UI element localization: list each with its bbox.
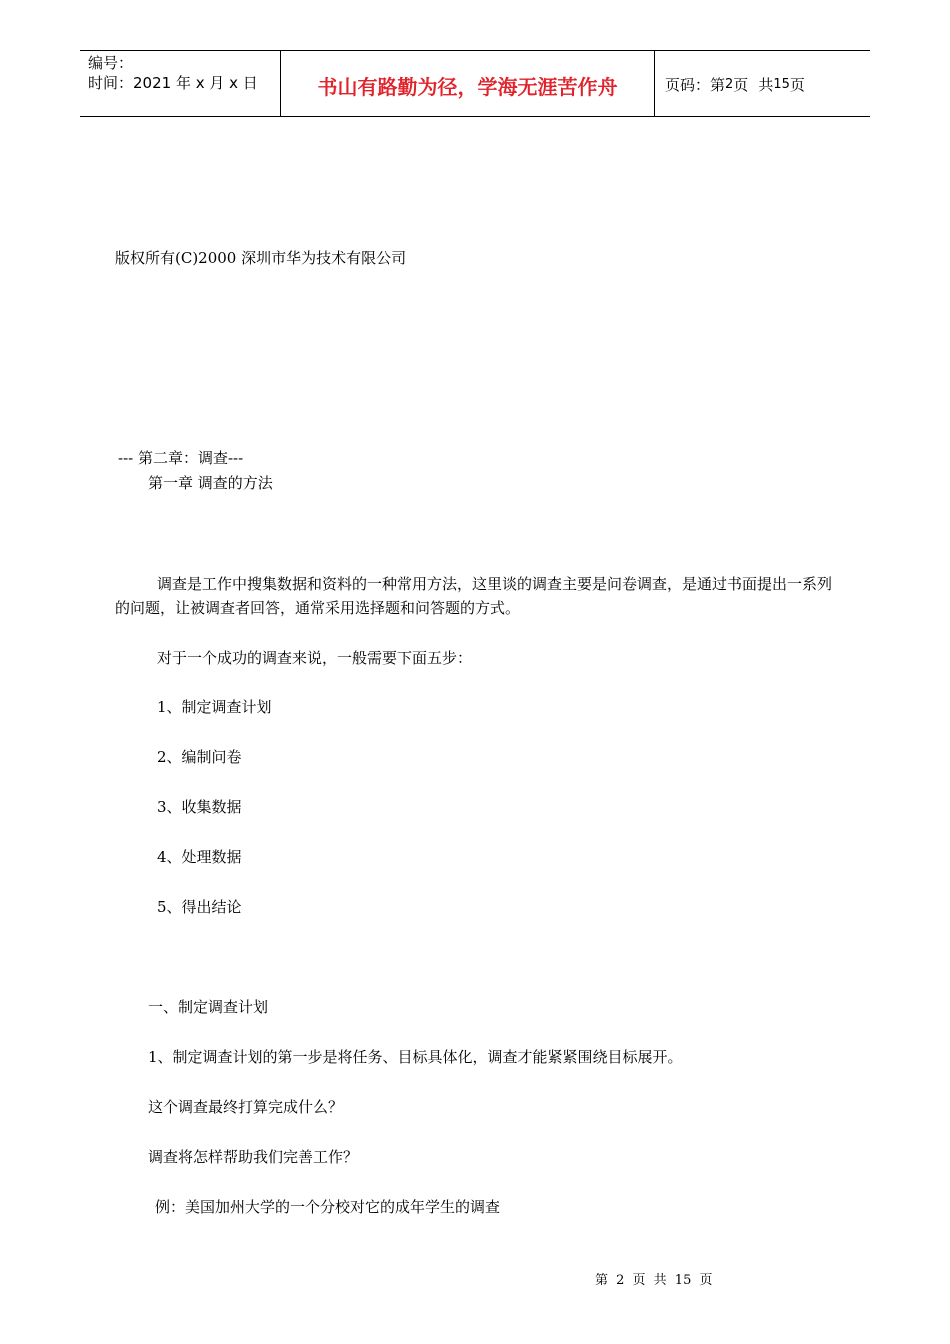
header-page-prefix: 页码：第 [665, 76, 726, 94]
header-page-num: 2 [725, 77, 734, 92]
header-motto: 书山有路勤为径，学海无涯苦作舟 [281, 51, 655, 116]
question-line: 这个调查最终打算完成什么？ [148, 1098, 344, 1116]
step-item: 2、编制问卷 [157, 748, 242, 766]
header-page-total-prefix: 共 [758, 76, 774, 94]
step-item: 4、处理数据 [157, 848, 242, 866]
section1-title: 一、制定调查计划 [148, 998, 269, 1016]
step-item: 5、得出结论 [157, 898, 242, 916]
chapter-marker: --- 第二章：调查--- [118, 449, 244, 467]
copyright-line: 版权所有(C)2000 深圳市华为技术有限公司 [115, 249, 407, 267]
header-time-label: 时间：2021 年 x 月 x 日 [88, 74, 258, 92]
header-page-total: 15 [773, 77, 790, 92]
intro-paragraph: 调查是工作中搜集数据和资料的一种常用方法，这里谈的调查主要是问卷调查，是通过书面提出一系列的问题，让被调查者回答，通常采用选择题和问答题的方式。 [115, 575, 833, 617]
page-header [80, 50, 870, 117]
header-page-suffix: 页 [789, 76, 805, 94]
header-meta-cell [80, 51, 281, 116]
chapter-title: 第一章 调查的方法 [148, 474, 273, 492]
header-page-info [655, 51, 870, 116]
step-item: 1、制定调查计划 [157, 698, 272, 716]
section1-paragraph: 1、制定调查计划的第一步是将任务、目标具体化，调查才能紧紧围绕目标展开。 [148, 1048, 683, 1066]
example-line: 例：美国加州大学的一个分校对它的成年学生的调查 [155, 1198, 501, 1216]
step-item: 3、收集数据 [157, 798, 242, 816]
page-footer: 第 2 页 共 15 页 [595, 1273, 713, 1288]
question-line: 调查将怎样帮助我们完善工作？ [148, 1148, 359, 1166]
header-code-label: 编号： [88, 54, 134, 72]
header-page-mid: 页 [733, 76, 749, 94]
steps-intro: 对于一个成功的调查来说，一般需要下面五步： [157, 649, 473, 667]
